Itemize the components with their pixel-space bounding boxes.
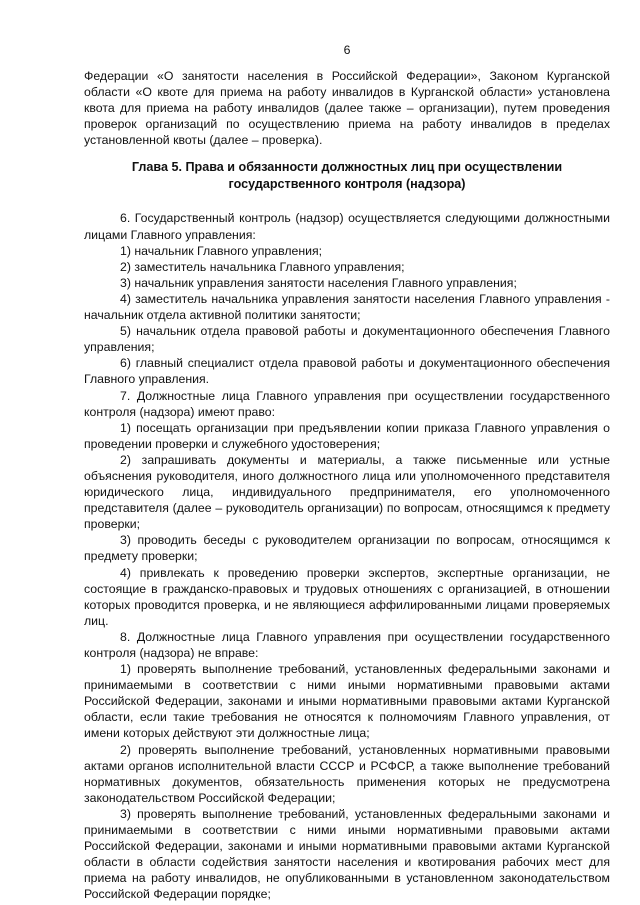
clause-8-item-1: 1) проверять выполнение требований, установленных федеральными законами и принимаемыми в соответствии с ними иными нормативными правовыми актами Российской Федерации, законами и иными нормативными правовыми актами Курганской области, если такие требования не относятся к полномочиям Главного управления, от имени которых действуют эти должностные лица;	[84, 662, 610, 741]
chapter-heading-line-2: государственного контроля (надзора)	[228, 176, 466, 191]
clause-6-item-3: 3) начальник управления занятости населения Главного управления;	[120, 275, 517, 290]
chapter-heading	[84, 159, 610, 192]
clause-8: 8. Должностные лица Главного управления при осуществлении государственного контроля (надзора) не вправе:	[84, 629, 610, 660]
clause-8-item-2: 2) проверять выполнение требований, установленных нормативными правовыми актами органов исполнительной власти СССР и РСФСР, а также выполнение требований нормативных документов, обязательность применения которых не предусмотрена законодательством Российской Федерации;	[84, 742, 610, 805]
clause-6-item-4: 4) заместитель начальника управления занятости населения Главного управления - начальник отдела активной политики занятости;	[84, 291, 610, 323]
clause-7-item-4: 4) привлекать к проведению проверки экспертов, экспертные организации, не состоящие в гражданско-правовых и трудовых отношениях с организацией, в отношении которых проводится проверка, и не являющиеся аффилированными лицами проверяемых лиц.	[84, 565, 610, 628]
clause-6-item-6: 6) главный специалист отдела правовой работы и документационного обеспечения Главного управления.	[84, 356, 610, 387]
intro-paragraph: Федерации «О занятости населения в Российской Федерации», Законом Курганской области «О квоте для приема на работу инвалидов в Курганской области» установлена квота для приема на работу инвалидов (далее также – организации), путем проведения проверок организаций по осуществлению приема на работу инвалидов в пределах установленной квоты (далее – проверка).	[84, 69, 610, 148]
page-number: 6	[343, 43, 351, 57]
clause-6: 6. Государственный контроль (надзор) осуществляется следующими должностными лицами Главного управления:	[84, 211, 610, 242]
clause-7-item-1: 1) посещать организации при предъявлении копии приказа Главного управления о проведении проверки и служебного удостоверения;	[84, 420, 610, 451]
clause-6-item-1: 1) начальник Главного управления;	[120, 243, 323, 258]
clause-7: 7. Должностные лица Главного управления при осуществлении государственного контроля (надзора) имеют право:	[84, 388, 610, 419]
clause-7-item-2: 2) запрашивать документы и материалы, а также письменные или устные объяснения руководителя, иного должностного лица или уполномоченного представителя юридического лица, индивидуального предпринимателя, его уполномоченного представителя (далее – руководитель организации) по вопросам, относящимся к предмету проверки;	[84, 452, 610, 532]
clause-6-item-5: 5) начальник отдела правовой работы и документационного обеспечения Главного управления;	[84, 324, 610, 355]
chapter-heading-line-1: Глава 5. Права и обязанности должностных лиц при осуществлении	[131, 160, 563, 175]
clause-6-item-2: 2) заместитель начальника Главного управления;	[120, 259, 405, 274]
clause-8-item-3: 3) проверять выполнение требований, установленных федеральными законами и принимаемыми в соответствии с ними иными нормативными правовыми актами Российской Федерации, законами и иными нормативными правовыми актами Курганской области в области содействия занятости населения и квотирования рабочих мест для приема на работу инвалидов, не опубликованными в установленном законодательством Российской Федерации порядке;	[84, 806, 610, 902]
clause-7-item-3: 3) проводить беседы с руководителем организации по вопросам, относящимся к предмету проверки;	[84, 533, 610, 564]
